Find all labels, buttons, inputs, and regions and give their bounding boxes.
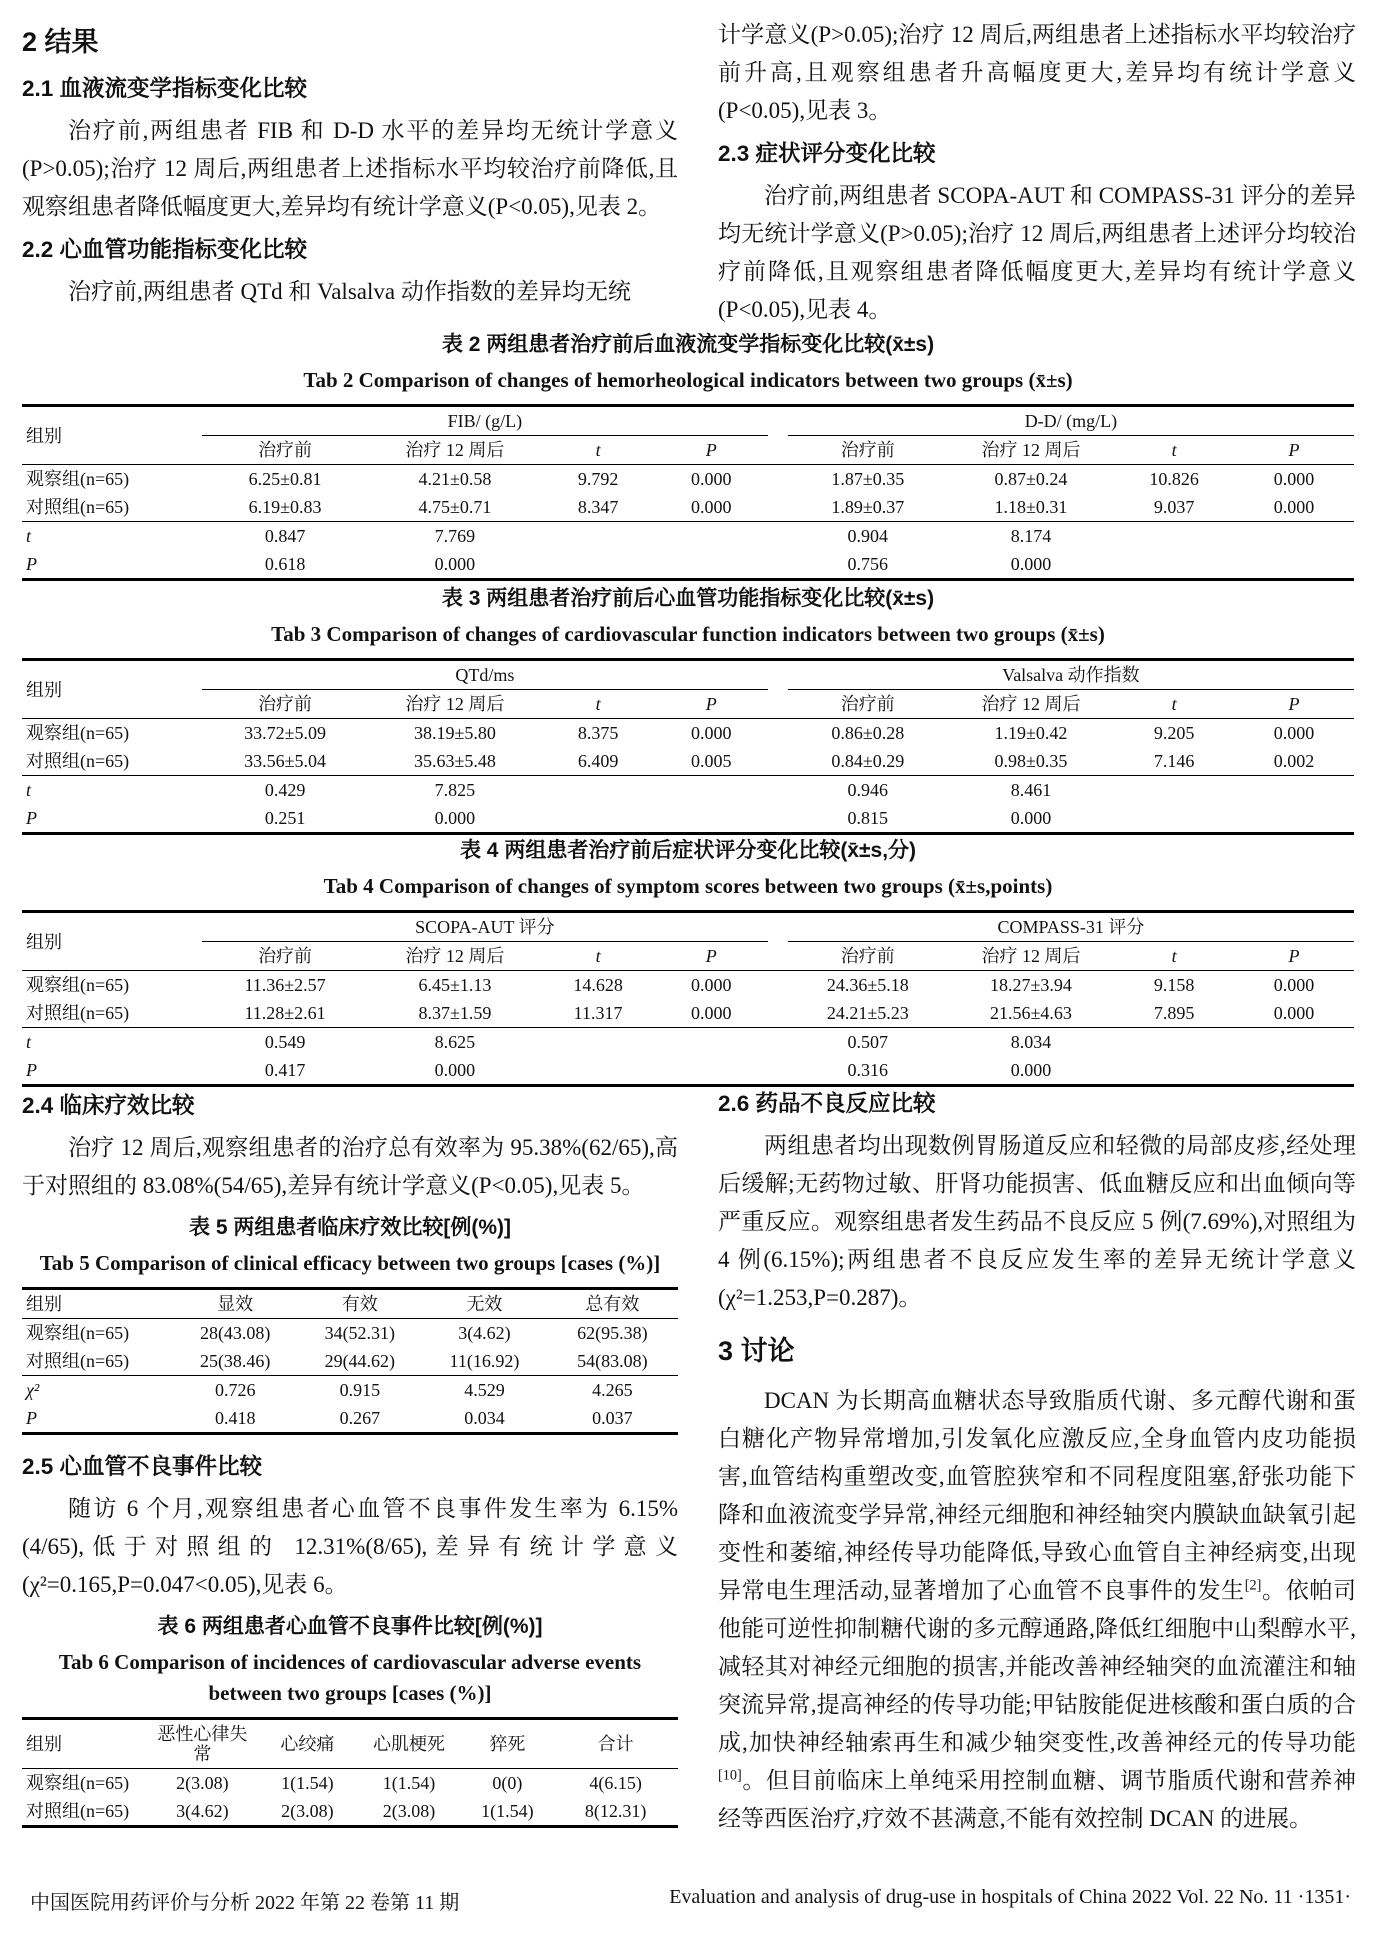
spacer-cell	[768, 406, 788, 465]
table-cell: 0.618	[264, 554, 306, 574]
table-cell	[1114, 776, 1234, 805]
sub-column-header: t	[1114, 942, 1234, 971]
paragraph-2-2-right: 计学意义(P>0.05);治疗 12 周后,两组患者上述指标水平均较治疗前升高,且观察组患者升高幅度更大,差异均有统计学意义(P<0.05),见表 3。	[718, 22, 1356, 123]
spacer-cell	[768, 550, 788, 580]
bottom-right-column	[718, 1083, 1356, 1838]
table-cell: 3(4.62)	[176, 1801, 229, 1821]
table-5-caption-en: Tab 5 Comparison of clinical efficacy between two groups [cases (%)]	[39, 1251, 661, 1275]
table-cell: 7.769	[368, 522, 541, 551]
spacer-cell	[768, 747, 788, 776]
table-header-row	[22, 660, 1354, 690]
table-cell: 9.037	[1153, 497, 1195, 517]
section-heading-results: 2 结果	[22, 27, 99, 57]
table-cell: 29(44.62)	[324, 1351, 396, 1371]
table-cell: 0.002	[1273, 751, 1315, 771]
paragraph-2-6: 两组患者均出现数例胃肠道反应和轻微的局部皮疹,经处理后缓解;无药物过敏、肝肾功能损害、低血糖反应和出血倾向等严重反应。观察组患者发生药品不良反应 5 例(7.69%),对照组为 4 例(6.15%);两组患者不良反应发生率的差异无统计学意义(χ²=1.253,P=0.287)。	[718, 1133, 1356, 1310]
table-2-caption-en: Tab 2 Comparison of changes of hemorheological indicators between two groups (x̄±s)	[303, 368, 1073, 392]
table-data-row	[22, 1376, 678, 1405]
table-header-row	[22, 912, 1354, 942]
table-header-row	[22, 1719, 678, 1769]
table-subheader-row	[22, 942, 1354, 971]
table-cell: 0.000	[434, 1060, 476, 1080]
table-cell: 11(16.92)	[449, 1351, 520, 1371]
table-cell	[541, 804, 654, 834]
table-cell: 0.904	[788, 522, 948, 551]
table-cell	[1114, 550, 1234, 580]
table-cell: 3(4.62)	[458, 1323, 511, 1343]
section-heading-2-2: 2.2 心血管功能指标变化比较	[22, 237, 308, 262]
table-cell: 8.625	[368, 1028, 541, 1057]
reference-superscript: [2]	[1244, 1577, 1262, 1594]
table-cell: 24.36±5.18	[826, 975, 909, 995]
table-cell	[655, 1028, 768, 1057]
table-cell: 0.000	[1273, 497, 1315, 517]
sub-column-header: 治疗前	[788, 690, 948, 719]
table-cell: 21.56±4.63	[990, 1003, 1072, 1023]
row-label: 对照组(n=65)	[26, 1801, 130, 1821]
column-header: 合计	[553, 1719, 678, 1769]
spacer-cell	[768, 1028, 788, 1057]
indicator-group-header: SCOPA-AUT 评分	[202, 912, 768, 942]
section-heading-2-6: 2.6 药品不良反应比较	[718, 1091, 936, 1116]
table-cell: 38.19±5.80	[413, 723, 496, 743]
table-6-caption-zh: 表 6 两组患者心血管不良事件比较[例(%)]	[157, 1615, 543, 1638]
table-cell: 9.205	[1153, 723, 1195, 743]
row-label: 观察组(n=65)	[26, 1773, 130, 1793]
table-cell: 8.034	[948, 1028, 1115, 1057]
sub-column-header: P	[655, 942, 768, 971]
table-2	[22, 404, 1354, 581]
section-heading-2-4: 2.4 临床疗效比较	[22, 1093, 195, 1118]
table-cell: 0.037	[592, 1408, 633, 1428]
row-label: 观察组(n=65)	[26, 469, 130, 489]
sub-column-header: P	[1234, 436, 1354, 465]
indicator-group-header: Valsalva 动作指数	[788, 660, 1354, 690]
sub-column-header: P	[655, 436, 768, 465]
table-cell: 0.267	[339, 1408, 381, 1428]
table-cell: 4(6.15)	[589, 1773, 642, 1793]
sub-column-header: P	[1234, 690, 1354, 719]
reference-superscript: [10]	[718, 1767, 742, 1784]
table-cell: 0.005	[691, 751, 732, 771]
table-cell: 11.28±2.61	[244, 1003, 326, 1023]
table-cell: 8.347	[577, 497, 619, 517]
table-6	[22, 1717, 678, 1828]
table-4-caption-en: Tab 4 Comparison of changes of symptom scores between two groups (x̄±s,points)	[323, 874, 1053, 898]
table-cell	[541, 1056, 654, 1086]
table-cell	[655, 1056, 768, 1086]
row-label: P	[26, 808, 37, 828]
sub-column-header: t	[541, 942, 654, 971]
row-label: χ²	[22, 1376, 173, 1405]
table-3	[22, 658, 1354, 835]
table-cell: 0.000	[691, 497, 732, 517]
column-header: 无效	[422, 1289, 547, 1319]
table-cell	[1114, 1028, 1234, 1057]
sub-column-header: 治疗 12 周后	[948, 436, 1115, 465]
footer-journal-en: Evaluation and analysis of drug-use in hospitals of China 2022 Vol. 22 No. 11 ·1351·	[669, 1886, 1351, 1908]
table-cell	[1114, 522, 1234, 551]
footer-journal-zh: 中国医院用药评价与分析 2022 年第 22 卷第 11 期	[30, 1892, 460, 1914]
table-cell: 6.45±1.13	[418, 975, 492, 995]
table-2-caption-zh: 表 2 两组患者治疗前后血液流变学指标变化比较(x̄±s)	[441, 333, 935, 356]
row-label: 对照组(n=65)	[26, 1003, 130, 1023]
table-cell: 0.84±0.29	[831, 751, 905, 771]
table-cell: 0.86±0.28	[831, 723, 905, 743]
sub-column-header: t	[541, 436, 654, 465]
row-label: 观察组(n=65)	[26, 975, 130, 995]
sub-column-header: t	[541, 690, 654, 719]
table-cell	[1114, 804, 1234, 834]
table-cell: 18.27±3.94	[990, 975, 1072, 995]
table-cell: 8.461	[948, 776, 1115, 805]
table-4	[22, 910, 1354, 1087]
table-cell: 1(1.54)	[382, 1773, 436, 1793]
table-cell: 0.549	[202, 1028, 369, 1057]
sub-column-header: 治疗前	[788, 942, 948, 971]
sub-column-header: t	[1114, 436, 1234, 465]
sub-column-header: P	[1234, 942, 1354, 971]
table-cell: 1.87±0.35	[831, 469, 905, 489]
table-header-row	[22, 406, 1354, 436]
table-cell: 4.21±0.58	[418, 469, 492, 489]
sub-column-header: 治疗 12 周后	[948, 690, 1115, 719]
spacer-cell	[768, 971, 788, 1000]
table-cell: 0.756	[847, 554, 889, 574]
table-cell: 10.826	[1149, 469, 1199, 489]
table-data-row	[22, 1404, 678, 1434]
table-cell	[541, 522, 654, 551]
row-label: 对照组(n=65)	[26, 751, 130, 771]
sub-column-header: 治疗前	[788, 436, 948, 465]
page-footer	[0, 1886, 1375, 1915]
table-cell	[1114, 1056, 1234, 1086]
paragraph-discussion	[718, 1382, 1356, 1838]
table-cell: 0.000	[691, 975, 732, 995]
table-cell: 1.19±0.42	[994, 723, 1068, 743]
indicator-group-header: FIB/ (g/L)	[202, 406, 768, 436]
sub-column-header: 治疗 12 周后	[368, 436, 541, 465]
sub-column-header: 治疗前	[202, 942, 369, 971]
sub-column-header: 治疗 12 周后	[368, 690, 541, 719]
sub-column-header: 治疗前	[202, 436, 369, 465]
table-cell	[1234, 522, 1354, 551]
table-cell	[655, 522, 768, 551]
row-label: 对照组(n=65)	[26, 1351, 130, 1371]
table-cell: 0.000	[1010, 1060, 1052, 1080]
table-cell: 0.000	[1273, 1003, 1315, 1023]
column-header: 组别	[22, 1289, 173, 1319]
table-cell: 0.417	[264, 1060, 306, 1080]
column-header: 总有效	[547, 1289, 678, 1319]
table-data-row	[22, 465, 1354, 494]
table-cell: 7.825	[368, 776, 541, 805]
section-heading-2-1: 2.1 血液流变学指标变化比较	[22, 76, 308, 101]
indicator-group-header: QTd/ms	[202, 660, 768, 690]
table-data-row	[22, 1347, 678, 1376]
table-cell: 0.000	[691, 1003, 732, 1023]
table-cell: 8.375	[577, 723, 619, 743]
table-cell: 8.174	[948, 522, 1115, 551]
table-cell	[541, 1028, 654, 1057]
table-cell: 0.847	[202, 522, 369, 551]
table-cell: 2(3.08)	[281, 1801, 334, 1821]
table-cell: 34(52.31)	[324, 1323, 396, 1343]
table-data-row	[22, 1056, 1354, 1086]
table-data-row	[22, 550, 1354, 580]
table-cell: 0.000	[434, 808, 476, 828]
table-cell: 0.915	[298, 1376, 423, 1405]
top-left-column	[22, 14, 678, 311]
table-cell: 11.317	[573, 1003, 623, 1023]
table-cell: 0.251	[264, 808, 306, 828]
table-data-row	[22, 522, 1354, 551]
table-cell: 25(38.46)	[199, 1351, 271, 1371]
table-cell: 2(3.08)	[382, 1801, 436, 1821]
table-cell: 0.98±0.35	[994, 751, 1068, 771]
spacer-cell	[768, 912, 788, 971]
table-cell: 7.146	[1153, 751, 1195, 771]
table-cell: 2(3.08)	[176, 1773, 229, 1793]
column-header: 恶性心律失常	[147, 1719, 259, 1769]
spacer-cell	[768, 1056, 788, 1086]
table-cell: 1.18±0.31	[994, 497, 1068, 517]
paragraph-2-1: 治疗前,两组患者 FIB 和 D-D 水平的差异均无统计学意义(P>0.05);治疗 12 周后,两组患者上述指标水平均较治疗前降低,且观察组患者降低幅度更大,差异均有统计学意义(P<0.05),见表 2。	[22, 118, 678, 219]
table-cell	[1234, 1056, 1354, 1086]
table-data-row	[22, 747, 1354, 776]
table-2-block	[22, 330, 1354, 581]
spacer-cell	[768, 719, 788, 748]
sub-column-header: 治疗 12 周后	[948, 942, 1115, 971]
group-column-header: 组别	[22, 406, 202, 465]
table-subheader-row	[22, 436, 1354, 465]
group-column-header: 组别	[22, 912, 202, 971]
table-cell: 11.36±2.57	[244, 975, 326, 995]
column-header: 显效	[173, 1289, 298, 1319]
table-cell: 4.75±0.71	[418, 497, 492, 517]
paragraph-2-2-left: 治疗前,两组患者 QTd 和 Valsalva 动作指数的差异均无统	[68, 279, 631, 304]
row-label: P	[26, 554, 37, 574]
table-header-row	[22, 1289, 678, 1319]
sub-column-header: 治疗前	[202, 690, 369, 719]
row-label: 观察组(n=65)	[26, 723, 130, 743]
row-label: P	[26, 1408, 37, 1428]
sub-column-header: P	[655, 690, 768, 719]
table-cell: 0.000	[434, 554, 476, 574]
table-cell: 0.000	[1010, 808, 1052, 828]
table-cell: 4.265	[547, 1376, 678, 1405]
table-cell: 1.89±0.37	[831, 497, 905, 517]
table-3-caption-en: Tab 3 Comparison of changes of cardiovascular function indicators between two groups (x̄±s)	[271, 622, 1105, 646]
table-cell: 0.87±0.24	[994, 469, 1068, 489]
section-heading-2-3: 2.3 症状评分变化比较	[718, 141, 936, 166]
table-cell: 33.56±5.04	[244, 751, 326, 771]
sub-column-header: t	[1114, 690, 1234, 719]
paragraph-2-5: 随访 6 个月,观察组患者心血管不良事件发生率为 6.15%(4/65),低于对照组的 12.31%(8/65),差异有统计学意义(χ²=0.165,P=0.047<0.05),见表 6。	[22, 1496, 678, 1597]
table-cell: 54(83.08)	[577, 1351, 648, 1371]
table-cell	[541, 550, 654, 580]
table-5	[22, 1287, 678, 1435]
table-data-row	[22, 971, 1354, 1000]
table-data-row	[22, 1028, 1354, 1057]
table-3-caption-zh: 表 3 两组患者治疗前后心血管功能指标变化比较(x̄±s)	[441, 587, 935, 610]
row-label: P	[26, 1060, 37, 1080]
paragraph-2-3: 治疗前,两组患者 SCOPA-AUT 和 COMPASS-31 评分的差异均无统计学意义(P>0.05);治疗 12 周后,两组患者上述评分均较治疗前降低,且观察组患者降低幅度更大,差异均有统计学意义(P<0.05),见表 4。	[718, 183, 1356, 322]
spacer-cell	[768, 493, 788, 522]
table-cell: 6.19±0.83	[248, 497, 322, 517]
table-data-row	[22, 776, 1354, 805]
table-cell: 62(95.38)	[577, 1323, 648, 1343]
table-cell	[1234, 1028, 1354, 1057]
table-subheader-row	[22, 690, 1354, 719]
section-heading-discussion: 3 讨论	[718, 1336, 795, 1366]
table-cell: 8(12.31)	[584, 1801, 647, 1821]
table-cell: 0.000	[691, 469, 732, 489]
column-header: 心绞痛	[258, 1719, 356, 1769]
table-cell: 35.63±5.48	[413, 751, 496, 771]
column-header: 猝死	[461, 1719, 553, 1769]
text-segment: DCAN 为长期高血糖状态导致脂质代谢、多元醇代谢和蛋白糖化产物异常增加,引发氧化应激反应,全身血管内皮功能损害,血管结构重塑改变,血管腔狭窄和不同程度阻塞,舒张功能下降和血液流变学异常,神经元细胞和神经轴突内膜缺血缺氧引起变性和萎缩,神经传导功能降低,导致心血管自主神经病变,出现异常电生理活动,显著增加了心血管不良事件的发生	[718, 1388, 1356, 1603]
table-data-row	[22, 804, 1354, 834]
table-cell: 0(0)	[492, 1773, 523, 1793]
table-cell: 14.628	[573, 975, 623, 995]
column-header: 组别	[22, 1719, 147, 1769]
spacer-cell	[768, 660, 788, 719]
table-cell: 7.895	[1153, 1003, 1195, 1023]
indicator-group-header: COMPASS-31 评分	[788, 912, 1354, 942]
table-data-row	[22, 719, 1354, 748]
row-label: t	[22, 776, 202, 805]
spacer-cell	[768, 522, 788, 551]
table-data-row	[22, 1319, 678, 1348]
table-cell: 28(43.08)	[199, 1323, 271, 1343]
table-cell	[655, 804, 768, 834]
table-cell: 8.37±1.59	[418, 1003, 492, 1023]
table-cell: 9.792	[577, 469, 619, 489]
table-cell: 0.726	[173, 1376, 298, 1405]
table-cell: 9.158	[1153, 975, 1195, 995]
table-cell: 0.316	[847, 1060, 889, 1080]
section-heading-2-5: 2.5 心血管不良事件比较	[22, 1454, 263, 1479]
table-cell: 1(1.54)	[481, 1801, 534, 1821]
table-cell: 6.25±0.81	[248, 469, 322, 489]
table-cell: 0.000	[1273, 723, 1315, 743]
table-cell: 0.946	[788, 776, 948, 805]
table-cell: 0.815	[847, 808, 889, 828]
spacer-cell	[768, 804, 788, 834]
table-5-caption-zh: 表 5 两组患者临床疗效比较[例(%)]	[189, 1216, 511, 1239]
table-cell: 6.409	[577, 751, 619, 771]
table-cell	[541, 776, 654, 805]
row-label: t	[22, 1028, 202, 1057]
paragraph-2-4: 治疗 12 周后,观察组患者的治疗总有效率为 95.38%(62/65),高于对照组的 83.08%(54/65),差异有统计学意义(P<0.05),见表 5。	[22, 1135, 678, 1198]
row-label: 对照组(n=65)	[26, 497, 130, 517]
table-cell: 33.72±5.09	[244, 723, 326, 743]
text-segment: 。依帕司他能可逆性抑制糖代谢的多元醇通路,降低红细胞中山梨醇水平,减轻其对神经元细胞的损害,并能改善神经轴突的血流灌注和轴突流异常,提高神经的传导功能;甲钴胺能促进核酸和蛋白质的合成,加快神经轴索再生和减少轴突变性,改善神经元的传导功能	[718, 1578, 1357, 1755]
table-data-row	[22, 493, 1354, 522]
table-cell: 0.429	[202, 776, 369, 805]
table-6-caption-en: Tab 6 Comparison of incidences of cardiovascular adverse events between two groups [cases (%)]	[58, 1650, 642, 1705]
table-cell	[1234, 550, 1354, 580]
row-label: 观察组(n=65)	[26, 1323, 130, 1343]
table-cell: 4.529	[422, 1376, 547, 1405]
sub-column-header: 治疗 12 周后	[368, 942, 541, 971]
column-header: 有效	[298, 1289, 423, 1319]
column-header: 心肌梗死	[357, 1719, 462, 1769]
table-3-block	[22, 584, 1354, 835]
spacer-cell	[768, 776, 788, 805]
table-cell: 0.418	[214, 1408, 256, 1428]
table-data-row	[22, 1797, 678, 1827]
group-column-header: 组别	[22, 660, 202, 719]
indicator-group-header: D-D/ (mg/L)	[788, 406, 1354, 436]
table-cell: 1(1.54)	[281, 1773, 334, 1793]
table-cell	[655, 550, 768, 580]
table-cell: 0.000	[1010, 554, 1052, 574]
table-cell: 0.034	[464, 1408, 505, 1428]
table-4-block	[22, 836, 1354, 1087]
table-cell	[655, 776, 768, 805]
table-cell	[1234, 804, 1354, 834]
spacer-cell	[768, 999, 788, 1028]
table-cell: 0.000	[691, 723, 732, 743]
table-4-caption-zh: 表 4 两组患者治疗前后症状评分变化比较(x̄±s,分)	[459, 839, 917, 862]
row-label: t	[22, 522, 202, 551]
text-segment: 。但目前临床上单纯采用控制血糖、调节脂质代谢和营养神经等西医治疗,疗效不甚满意,不能有效控制 DCAN 的进展。	[718, 1768, 1356, 1831]
top-right-column	[718, 16, 1356, 329]
table-cell: 0.000	[1273, 469, 1315, 489]
table-cell: 0.000	[1273, 975, 1315, 995]
spacer-cell	[768, 465, 788, 494]
table-cell: 24.21±5.23	[826, 1003, 909, 1023]
table-cell	[1234, 776, 1354, 805]
table-data-row	[22, 1769, 678, 1798]
bottom-left-column	[22, 1085, 678, 1828]
table-cell: 0.507	[788, 1028, 948, 1057]
table-data-row	[22, 999, 1354, 1028]
